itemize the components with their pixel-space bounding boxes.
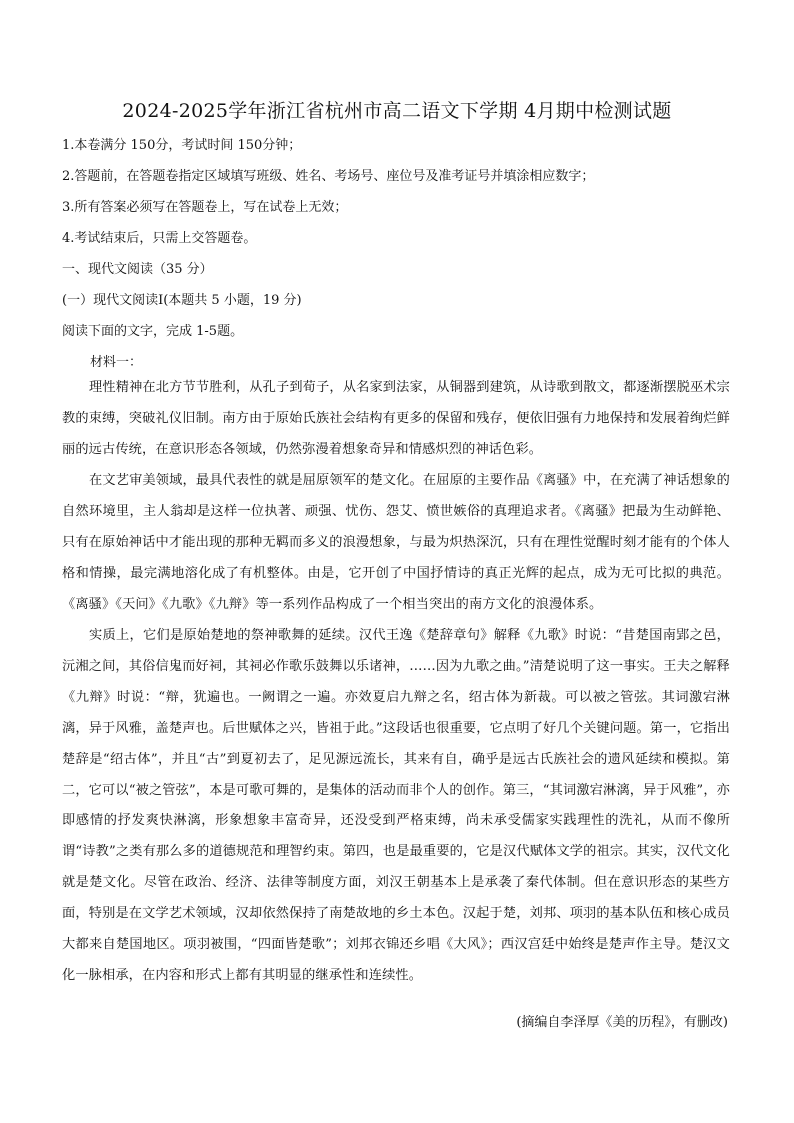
instruction-1: 1.本卷满分 150分，考试时间 150分钟；: [62, 138, 302, 153]
subsection-heading: (一）现代文阅读Ⅰ(本题共 5 小题，19 分): [62, 293, 302, 308]
exam-title: 2024-2025学年浙江省杭州市高二语文下学期 4月期中检测试题: [122, 100, 672, 122]
source-citation: (摘编自李泽厚《美的历程》，有删改): [516, 1015, 728, 1030]
instruction-3: 3.所有答案必须写在答题卷上，写在试卷上无效；: [62, 200, 348, 215]
section-heading: 一、现代文阅读（35 分）: [62, 262, 213, 277]
paragraph-3: 实质上，它们是原始楚地的祭神歌舞的延续。汉代王逸《楚辞章句》解释《九歌》时说：“昔楚国南郢之邑，沅湘之间，其俗信鬼而好祠，其祠必作歌乐鼓舞以乐诸神，……因为九歌之曲。”清楚说明了这一事实。王夫之解释《九辩》时说：“辩，犹遍也。一阙谓之一遍。亦效夏启九辩之名，绍古体为新裁。可以被之管弦。其词激宕淋漓，异于风雅，盖楚声也。后世赋体之兴，皆祖于此。”这段话也很重要，它点明了好几个关键问题。第一，它指出楚辞是“绍古体”，并且“古”到夏初去了，足见源远流长，其来有自，确乎是远古氏族社会的遗风延续和模拟。第二，它可以“被之管弦”，本是可歌可舞的，是集体的活动而非个人的创作。第三，“其词激宕淋漓，异于风雅”，亦即感情的抒发爽快淋漓，形象想象丰富奇异，还没受到严格束缚，尚未承受儒家实践理性的洗礼，从而不像所谓“诗教”之类有那么多的道德规范和理智约束。第四，也是最重要的，它是汉代赋体文学的祖宗。其实，汉代文化就是楚文化。尽管在政治、经济、法律等制度方面，刘汉王朝基本上是承袭了秦代体制。但在意识形态的某些方面，特别是在文学艺术领域，汉却依然保持了南楚故地的乡土本色。汉起于楚，刘邦、项羽的基本队伍和核心成员大都来自楚国地区。项羽被围，“四面皆楚歌”；刘邦衣锦还乡唱《大风》；西汉宫廷中始终是楚声作主导。楚汉文化一脉相承，在内容和形式上都有其明显的继承性和连续性。: [62, 628, 730, 983]
paragraph-2: 在文艺审美领域，最具代表性的就是屈原领军的楚文化。在屈原的主要作品《离骚》中，在充满了神话想象的自然环境里，主人翁却是这样一位执著、顽强、忧伤、怨艾、愤世嫉俗的真理追求者。《离骚》把最为生动鲜艳、只有在原始神话中才能出现的那种无羁而多义的浪漫想象，与最为炽热深沉，只有在理性觉醒时刻才能有的个体人格和情操，最完满地溶化成了有机整体。由是，它开创了中国抒情诗的真正光辉的起点，成为无可比拟的典范。《离骚》《天问》《九歌》《九辩》等一系列作品构成了一个相当突出的南方文化的浪漫体系。: [62, 473, 730, 612]
reading-prompt: 阅读下面的文字，完成 1-5题。: [62, 324, 244, 339]
instruction-4: 4.考试结束后，只需上交答题卷。: [62, 231, 257, 246]
material-label: 材料一：: [90, 355, 143, 370]
paragraph-1: 理性精神在北方节节胜利，从孔子到荀子，从名家到法家，从铜器到建筑，从诗歌到散文，都逐渐摆脱巫术宗教的束缚，突破礼仪旧制。南方由于原始氏族社会结构有更多的保留和残存，便依旧强有力地保持和发展着绚烂鲜丽的远古传统，在意识形态各领域，仍然弥漫着想象奇异和情感炽烈的神话色彩。: [62, 380, 730, 457]
instruction-2: 2.答题前，在答题卷指定区域填写班级、姓名、考场号、座位号及准考证号并填涂相应数字；: [62, 169, 595, 184]
